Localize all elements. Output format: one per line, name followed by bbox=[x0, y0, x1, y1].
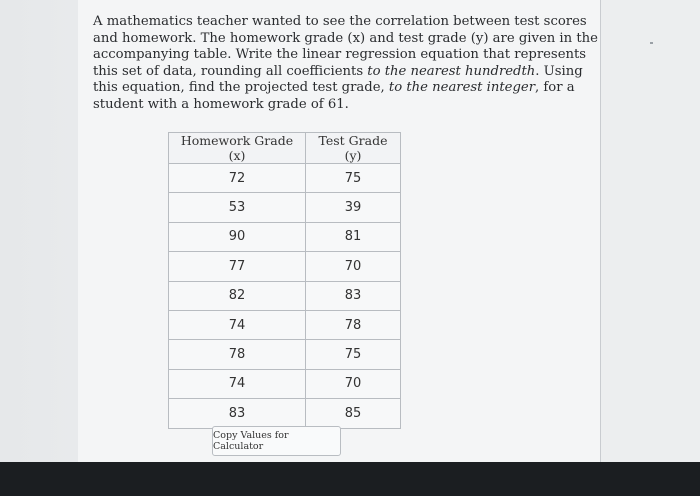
table-row bbox=[169, 340, 401, 369]
table-row bbox=[169, 310, 401, 339]
cell-x: 78 bbox=[169, 340, 306, 369]
cell-y: 85 bbox=[306, 399, 401, 428]
right-margin bbox=[601, 0, 700, 462]
cell-x: 74 bbox=[169, 369, 306, 398]
cell-y: 39 bbox=[306, 193, 401, 222]
table-row bbox=[169, 252, 401, 281]
cell-x: 83 bbox=[169, 399, 306, 428]
question-emphasis-integer: to the nearest integer bbox=[388, 80, 536, 95]
table-row bbox=[169, 193, 401, 222]
cell-x: 90 bbox=[169, 222, 306, 251]
table-row bbox=[169, 281, 401, 310]
header-test-grade: Test Grade (y) bbox=[306, 133, 401, 164]
cell-x: 72 bbox=[169, 164, 306, 193]
table-header-row bbox=[169, 133, 401, 164]
cursor-dot bbox=[650, 42, 653, 44]
cell-y: 78 bbox=[306, 310, 401, 339]
question-text-part3: , for a student with a homework grade of 61. bbox=[93, 80, 575, 112]
question-emphasis-hundredth: to the nearest hundredth bbox=[367, 63, 536, 79]
cell-x: 82 bbox=[169, 281, 306, 310]
table-row bbox=[169, 369, 401, 398]
cell-x: 53 bbox=[169, 193, 306, 222]
question-text-part1: A mathematics teacher wanted to see the correlation between test scores and homework. The homework grade (x) and test grade (y) are given in the accompanying table. Write the linear regression equation that represents this set of data, rounding all coefficients bbox=[93, 14, 598, 79]
table-row bbox=[169, 164, 401, 193]
cell-x: 77 bbox=[169, 252, 306, 281]
cell-y: 75 bbox=[306, 340, 401, 369]
table-row bbox=[169, 222, 401, 251]
copy-values-button[interactable]: Copy Values for Calculator bbox=[212, 426, 341, 456]
data-table bbox=[168, 132, 401, 429]
cell-x: 74 bbox=[169, 310, 306, 339]
screen-bottom-bezel bbox=[0, 462, 700, 496]
question-text bbox=[93, 14, 603, 113]
table-row bbox=[169, 399, 401, 428]
cell-y: 83 bbox=[306, 281, 401, 310]
cell-y: 70 bbox=[306, 369, 401, 398]
question-text-part2: . Using this equation, find the projected test grade, bbox=[93, 63, 583, 95]
cell-y: 75 bbox=[306, 164, 401, 193]
cell-y: 70 bbox=[306, 252, 401, 281]
cell-y: 81 bbox=[306, 222, 401, 251]
header-homework-grade: Homework Grade (x) bbox=[169, 133, 306, 164]
